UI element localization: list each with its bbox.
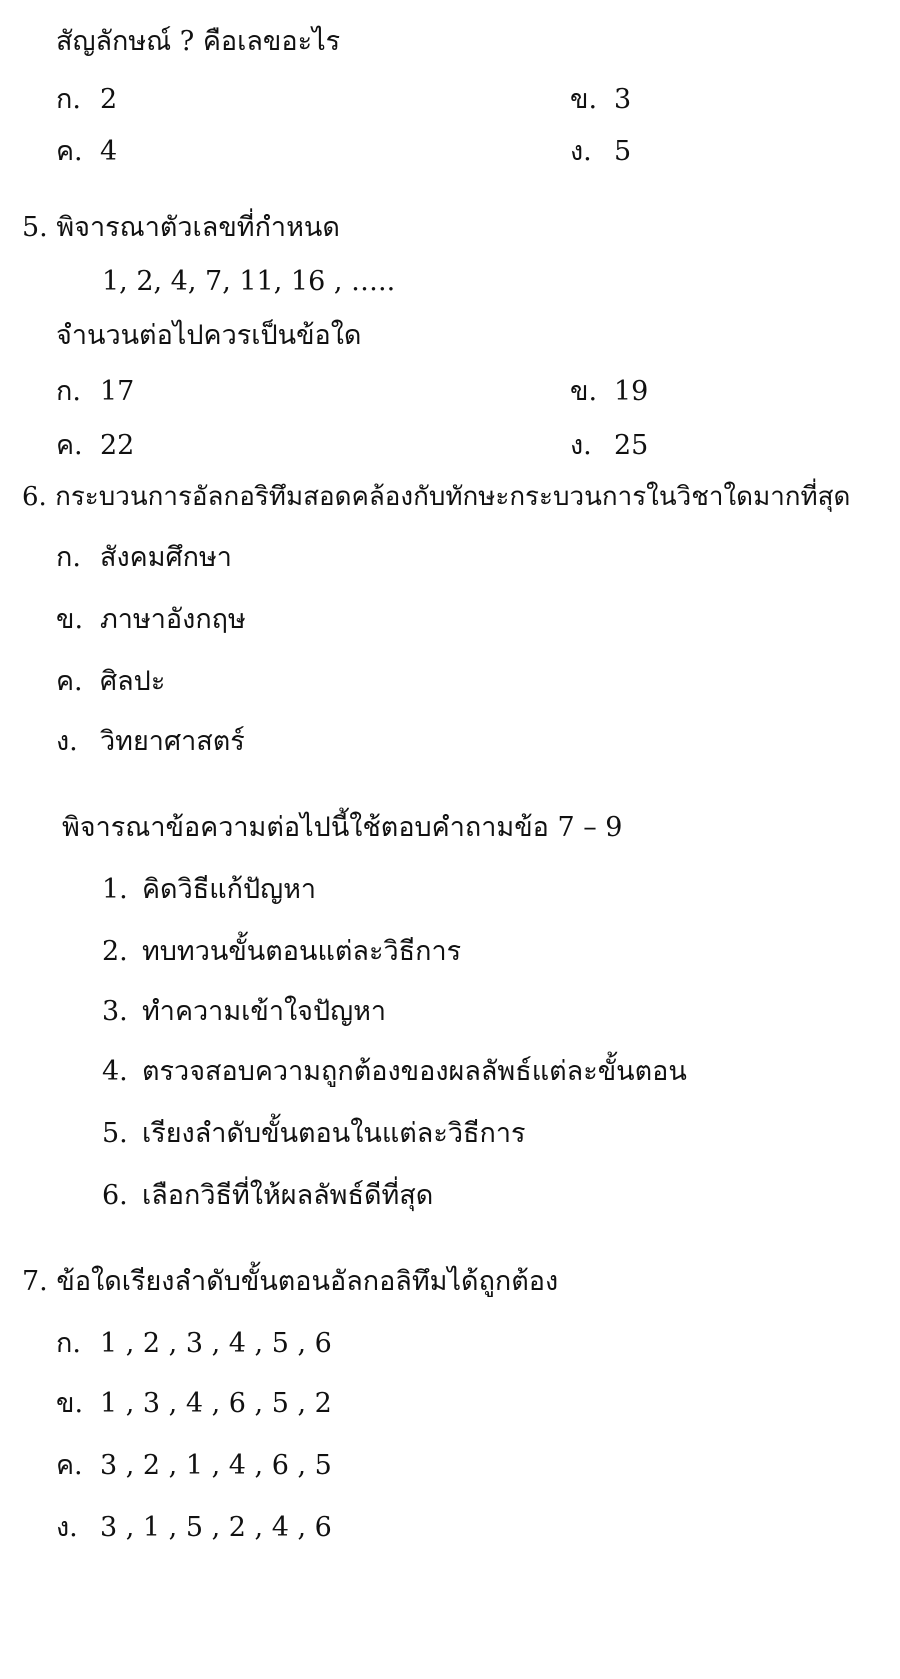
option-text: สังคมศึกษา (100, 542, 232, 573)
q6-option-a[interactable] (56, 544, 232, 571)
option-text: 25 (614, 430, 649, 461)
option-text: 19 (614, 376, 649, 407)
q4-option-c[interactable] (56, 138, 117, 165)
option-text: 4 (100, 136, 118, 167)
option-label: ข. (570, 376, 598, 407)
q5-prompt: จำนวนต่อไปควรเป็นข้อใด (56, 320, 362, 351)
option-label: ก. (56, 84, 81, 115)
step-number: 1. (102, 874, 128, 905)
passage-step (102, 1182, 433, 1209)
q5-sequence: 1, 2, 4, 7, 11, 16 , ….. (102, 266, 396, 297)
option-text: 1 , 2 , 3 , 4 , 5 , 6 (100, 1328, 332, 1359)
option-label: ง. (56, 726, 78, 757)
passage-step (102, 998, 386, 1025)
step-number: 6. (102, 1180, 128, 1211)
q5-question (22, 214, 340, 241)
option-text: วิทยาศาสตร์ (100, 726, 245, 757)
option-label: ก. (56, 1328, 81, 1359)
option-text: 22 (100, 430, 135, 461)
option-text: 2 (100, 84, 118, 115)
option-text: ภาษาอังกฤษ (100, 604, 246, 635)
option-label: ง. (570, 136, 592, 167)
q4-option-b[interactable] (570, 86, 631, 113)
q4-option-d[interactable] (570, 138, 631, 165)
step-text: คิดวิธีแก้ปัญหา (142, 874, 317, 905)
q7-number: 7. (22, 1266, 48, 1297)
step-number: 4. (102, 1056, 128, 1087)
passage-step (102, 938, 461, 965)
q5-option-a[interactable] (56, 378, 134, 405)
q5-option-b[interactable] (570, 378, 648, 405)
option-label: ค. (56, 136, 83, 167)
option-label: ค. (56, 430, 83, 461)
passage-intro: พิจารณาข้อความต่อไปนี้ใช้ตอบคำถามข้อ 7 – 9 (62, 812, 623, 843)
option-label: ข. (570, 84, 598, 115)
option-label: ข. (56, 604, 84, 635)
option-text: 3 (614, 84, 632, 115)
passage-step (102, 1120, 526, 1147)
q7-question (22, 1268, 558, 1295)
q7-option-a[interactable] (56, 1330, 332, 1357)
option-text: 3 , 2 , 1 , 4 , 6 , 5 (100, 1450, 332, 1481)
step-number: 5. (102, 1118, 128, 1149)
step-text: ตรวจสอบความถูกต้องของผลลัพธ์แต่ละขั้นตอน (142, 1056, 687, 1087)
passage-step (102, 1058, 687, 1085)
q6-number: 6. (22, 482, 47, 512)
option-label: ค. (56, 1450, 83, 1481)
option-text: 5 (614, 136, 632, 167)
q5-option-d[interactable] (570, 432, 648, 459)
option-text: 3 , 1 , 5 , 2 , 4 , 6 (100, 1512, 332, 1543)
step-number: 2. (102, 936, 128, 967)
step-text: ทบทวนขั้นตอนแต่ละวิธีการ (142, 936, 462, 967)
q7-option-b[interactable] (56, 1390, 332, 1417)
q5-option-c[interactable] (56, 432, 134, 459)
q7-question-text: ข้อใดเรียงลำดับขั้นตอนอัลกอลิทึมได้ถูกต้อง (56, 1266, 559, 1297)
q6-question-text: กระบวนการอัลกอริทึมสอดคล้องกับทักษะกระบวนการในวิชาใดมากที่สุด (55, 482, 851, 512)
q5-question-text: พิจารณาตัวเลขที่กำหนด (56, 212, 340, 243)
q7-option-d[interactable] (56, 1514, 332, 1541)
option-label: ก. (56, 376, 81, 407)
step-text: ทำความเข้าใจปัญหา (142, 996, 387, 1027)
q6-option-b[interactable] (56, 606, 246, 633)
passage-step (102, 876, 316, 903)
option-label: ข. (56, 1388, 84, 1419)
step-text: เลือกวิธีที่ให้ผลลัพธ์ดีที่สุด (142, 1180, 434, 1211)
option-label: ง. (570, 430, 592, 461)
q6-question (22, 484, 850, 510)
q6-option-d[interactable] (56, 728, 245, 755)
q4-option-a[interactable] (56, 86, 117, 113)
option-text: ศิลปะ (100, 666, 166, 697)
step-number: 3. (102, 996, 128, 1027)
option-text: 17 (100, 376, 135, 407)
option-label: ก. (56, 542, 81, 573)
q5-number: 5. (22, 212, 48, 243)
q7-option-c[interactable] (56, 1452, 332, 1479)
option-label: ง. (56, 1512, 78, 1543)
q6-option-c[interactable] (56, 668, 165, 695)
step-text: เรียงลำดับขั้นตอนในแต่ละวิธีการ (142, 1118, 526, 1149)
q4-question-tail: สัญลักษณ์ ? คือเลขอะไร (56, 26, 341, 57)
option-text: 1 , 3 , 4 , 6 , 5 , 2 (100, 1388, 332, 1419)
option-label: ค. (56, 666, 83, 697)
